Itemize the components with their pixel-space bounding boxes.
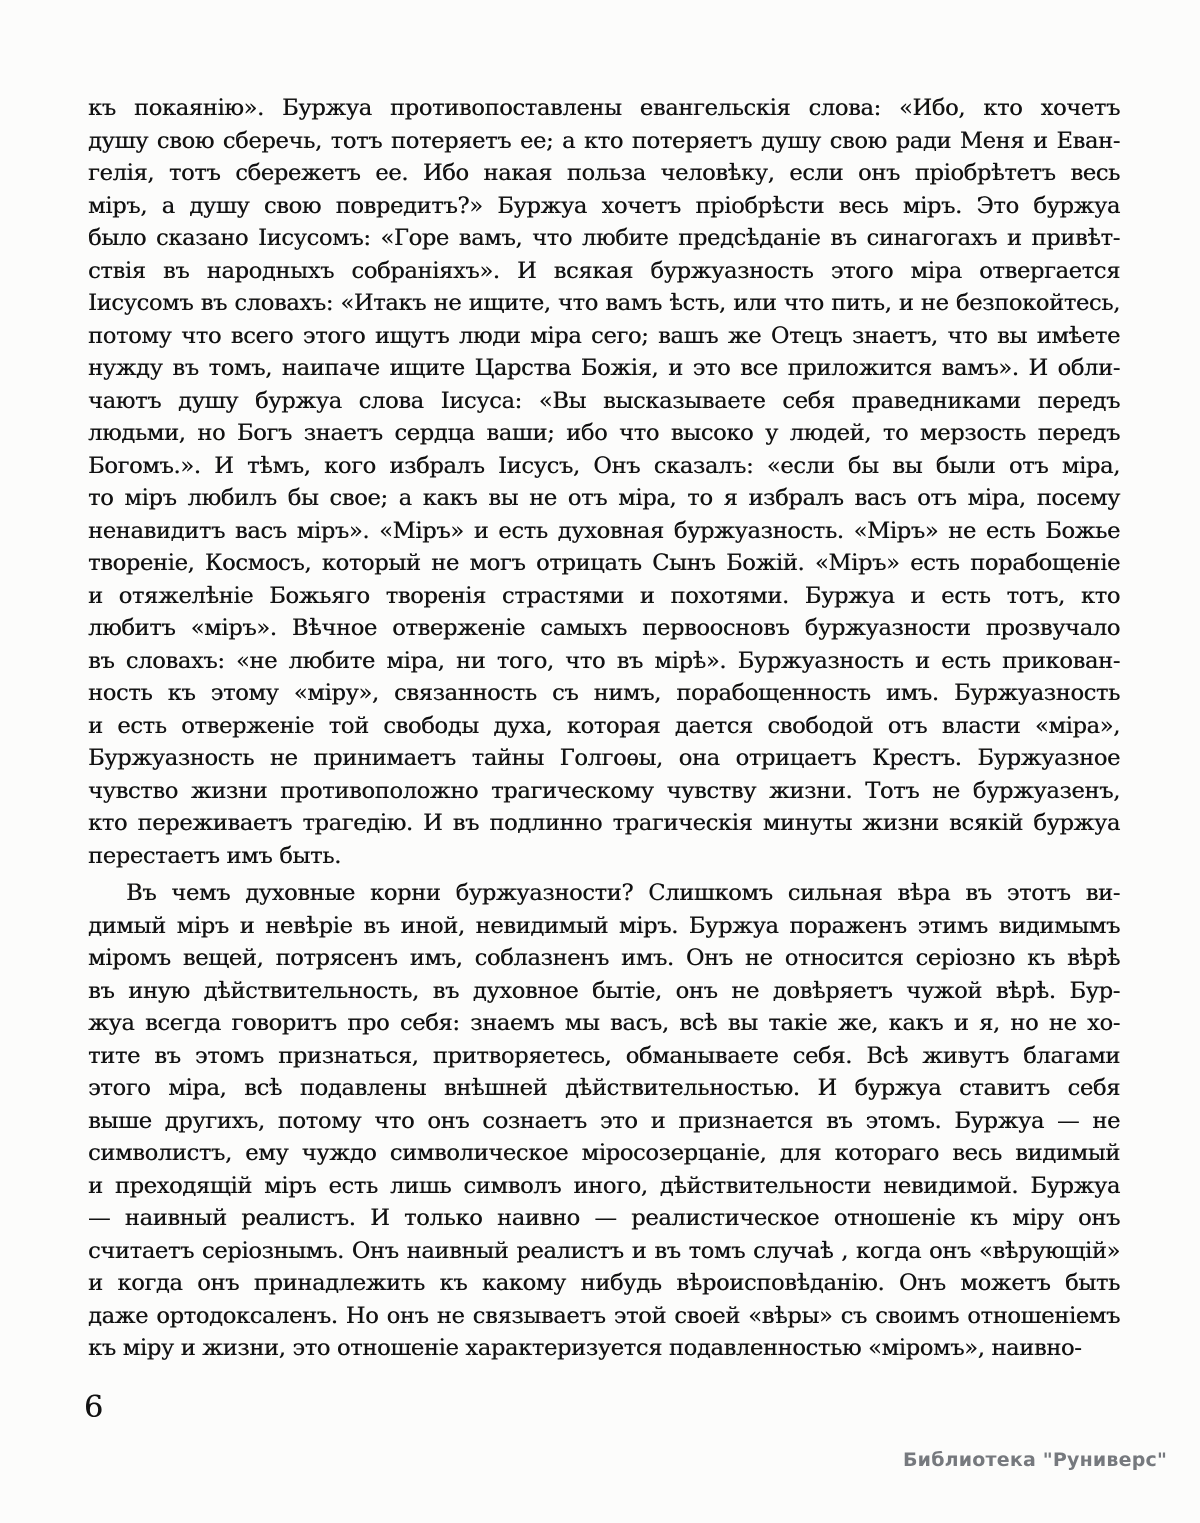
text-line: міръ, а душу свою повредитъ?» Буржуа хочетъ пріобрѣсти весь міръ. Это буржуа: [88, 192, 1120, 219]
text-line: любитъ «міръ». Вѣчное отверженіе самыхъ первоосновъ буржуазности прозвучало: [88, 615, 1120, 641]
paragraph: [88, 92, 1120, 872]
text-line: жуа всегда говоритъ про себя: знаемъ мы васъ, всѣ вы такіе же, какъ и я, но не хо-: [88, 1010, 1120, 1036]
text-block: [88, 92, 1120, 1365]
paragraph: [88, 877, 1120, 1365]
text-line: димый міръ и невѣріе въ иной, невидимый міръ. Буржуа пораженъ этимъ видимымъ: [88, 912, 1120, 939]
text-line: потому что всего этого ищутъ люди міра сего; вашъ же Отецъ знаетъ, что вы имѣете: [88, 322, 1120, 349]
text-line: Буржуазность не принимаетъ тайны Голгоѳы, она отрицаетъ Крестъ. Буржуазное: [88, 745, 1120, 771]
text-line: ненавидитъ васъ міръ». «Міръ» и есть духовная буржуазность. «Міръ» не есть Божье: [88, 517, 1120, 544]
text-line: тите въ этомъ признаться, притворяетесь, обманываете себя. Всѣ живутъ благами: [88, 1042, 1120, 1069]
text-line: Іисусомъ въ словахъ: «Итакъ не ищите, что вамъ ѣсть, или что пить, и не безпокойтесь,: [88, 290, 1120, 316]
text-line: считаетъ серіознымъ. Онъ наивный реалистъ и въ томъ случаѣ , когда онъ «вѣрующій»: [88, 1237, 1120, 1264]
text-line: этого міра, всѣ подавлены внѣшней дѣйствительностью. И буржуа ставитъ себя: [88, 1075, 1120, 1101]
text-line: символистъ, ему чуждо символическое міросозерцаніе, для котораго весь видимый: [88, 1140, 1120, 1166]
text-line: и отяжелѣніе Божьяго творенія страстями и похотями. Буржуа и есть тотъ, кто: [88, 582, 1120, 609]
text-line: кто переживаетъ трагедію. И въ подлинно трагическія минуты жизни всякій буржуа: [88, 810, 1120, 836]
text-line: чаютъ душу буржуа слова Іисуса: «Вы высказываете себя праведниками передъ: [88, 387, 1120, 414]
text-line: Въ чемъ духовные корни буржуазности? Слишкомъ сильная вѣра въ этотъ ви-: [126, 880, 1120, 906]
text-line: гелія, тотъ сбережетъ ее. Ибо накая польза человѣку, если онъ пріобрѣтетъ весь: [88, 160, 1120, 186]
text-line: и преходящій міръ есть лишь символъ иного, дѣйствительности невидимой. Буржуа: [88, 1172, 1120, 1199]
page-number: 6: [84, 1390, 104, 1425]
text-line: то міръ любилъ бы свое; а какъ вы не отъ міра, то я избралъ васъ отъ міра, посему: [88, 485, 1120, 511]
text-line: ствія въ народныхъ собраніяхъ». И всякая буржуазность этого міра отвергается: [88, 257, 1120, 284]
text-line: къ міру и жизни, это отношеніе характеризуется подавленностью «міромъ», наивно-: [88, 1335, 1082, 1361]
text-line: и есть отверженіе той свободы духа, которая дается свободой отъ власти «міра»,: [88, 712, 1120, 739]
text-line: перестаетъ имъ быть.: [88, 842, 341, 869]
text-line: даже ортодоксаленъ. Но онъ не связываетъ этой своей «вѣры» съ своимъ отношеніемъ: [88, 1302, 1120, 1329]
text-line: людьми, но Богъ знаетъ сердца ваши; ибо что высоко у людей, то мерзость передъ: [88, 420, 1120, 446]
text-line: твореніе, Космосъ, который не могъ отрицать Сынъ Божій. «Міръ» есть порабощеніе: [88, 550, 1120, 576]
text-line: нужду въ томъ, наипаче ищите Царства Божія, и это все приложится вамъ». И обли-: [88, 355, 1120, 381]
text-line: было сказано Іисусомъ: «Горе вамъ, что любите предсѣданіе въ синагогахъ и привѣт-: [88, 225, 1120, 251]
text-line: въ иную дѣйствительность, въ духовное бытіе, онъ не довѣряетъ чужой вѣрѣ. Бур-: [88, 977, 1120, 1004]
text-line: — наивный реалистъ. И только наивно — реалистическое отношеніе къ міру онъ: [88, 1205, 1120, 1231]
text-line: ность къ этому «міру», связанность съ нимъ, порабощенность имъ. Буржуазность: [88, 680, 1120, 706]
watermark: Библиотека "Руниверс": [903, 1449, 1168, 1471]
text-line: въ словахъ: «не любите міра, ни того, что въ мірѣ». Буржуазность и есть прикован-: [88, 647, 1120, 674]
text-line: душу свою сберечь, тотъ потеряетъ ее; а кто потеряетъ душу свою ради Меня и Еван-: [88, 127, 1120, 154]
text-line: Богомъ.». И тѣмъ, кого избралъ Іисусъ, Онъ сказалъ: «если бы вы были отъ міра,: [88, 452, 1120, 479]
text-line: выше другихъ, потому что онъ сознаетъ это и признается въ этомъ. Буржуа — не: [88, 1107, 1120, 1134]
text-line: и когда онъ принадлежить къ какому нибудь вѣроисповѣданію. Онъ можетъ быть: [88, 1270, 1120, 1296]
text-line: чувство жизни противоположно трагическому чувству жизни. Тотъ не буржуазенъ,: [88, 777, 1120, 804]
text-line: міромъ вещей, потрясенъ имъ, соблазненъ имъ. Онъ не относится серіозно къ вѣрѣ: [88, 945, 1120, 971]
text-line: къ покаянію». Буржуа противопоставлены евангельскія слова: «Ибо, кто хочетъ: [88, 95, 1120, 121]
